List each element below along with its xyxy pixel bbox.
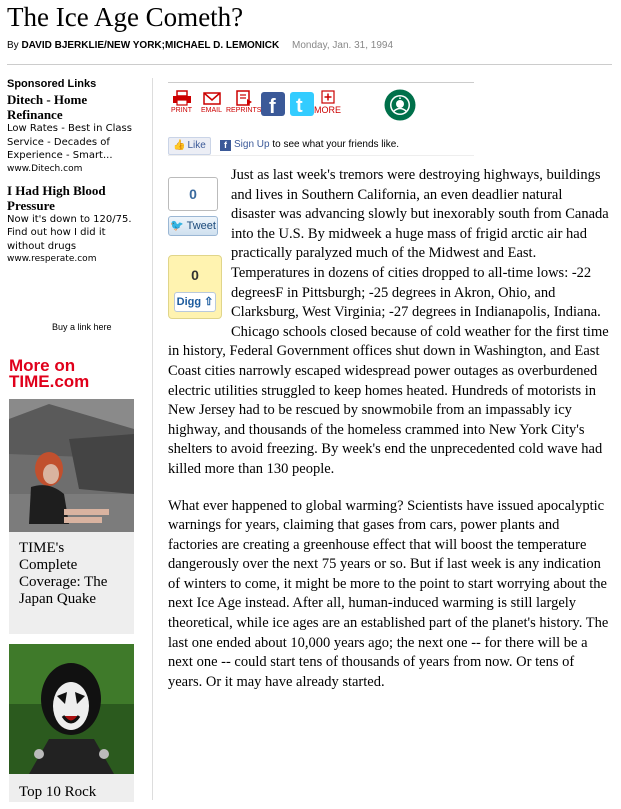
up-arrow-icon: ⇧ — [204, 296, 214, 308]
promo-photo[interactable] — [9, 399, 134, 532]
more-on-time-heading — [9, 358, 89, 390]
facebook-signup — [220, 139, 399, 151]
tweet-label: Tweet — [186, 220, 216, 232]
byline — [7, 40, 393, 51]
print-label: PRINT — [171, 107, 192, 114]
starbucks-logo[interactable] — [384, 89, 416, 121]
signup-link[interactable]: Sign Up — [234, 139, 270, 150]
plus-icon — [321, 90, 335, 104]
facebook-icon: f — [220, 140, 231, 151]
sponsored-ad-description: Now it's down to 120/75. Find out how I did it without drugs — [7, 213, 132, 252]
more-on-time-heading-line2: TIME.com — [9, 372, 90, 391]
byline-authors[interactable]: DAVID BJERKLIE/NEW YORK;MICHAEL D. LEMONICK — [21, 40, 280, 51]
promo-japan-quake[interactable] — [9, 399, 134, 634]
byline-prefix: By — [7, 40, 19, 51]
sponsored-ad[interactable] — [7, 92, 142, 175]
more-share-tool[interactable] — [314, 90, 341, 115]
buy-a-link[interactable]: Buy a link here — [52, 322, 112, 332]
article-body — [168, 166, 610, 709]
sponsored-links — [7, 78, 142, 273]
twitter-icon — [290, 92, 314, 116]
email-tool[interactable] — [201, 90, 222, 114]
header-divider — [7, 64, 612, 65]
sponsored-ad-title[interactable]: I Had High Blood Pressure — [7, 182, 106, 213]
reprints-tool[interactable] — [226, 90, 261, 114]
share-widget-spacer — [168, 166, 231, 332]
email-icon — [203, 90, 221, 106]
reprints-label: REPRINTS — [226, 107, 262, 114]
article-tools — [168, 82, 474, 133]
sponsored-ad-title[interactable]: Ditech - Home Refinance — [7, 92, 88, 122]
more-on-time-heading-line1: More on — [9, 356, 76, 375]
promo-caption[interactable]: Top 10 Rock — [19, 784, 97, 800]
digg-count: 0 — [191, 267, 199, 283]
sponsored-ad-url[interactable]: www.Ditech.com — [7, 163, 83, 174]
more-label: MORE — [314, 105, 341, 115]
article-paragraph: What ever happened to global warming? Scientists have issued apocalyptic warnings for years, claiming that gases from cars, power plants and factories are creating a greenhouse effect that will boost the temperature dangerously over the next 75 years or so. But if last week is any indication of winters to come, it might be more to the point to start worrying about the next Ice Age instead. After all, human-induced warming is still largely theoretical, while ice ages are an established part of the planet's history. The last one ended about 10,000 years ago; the next one -- for there will be a next one -- could start tens of thousands of years from now. Or tens of years. Or it may have already started. — [168, 497, 609, 690]
svg-text:t: t — [296, 95, 303, 116]
twitter-share-tool[interactable] — [290, 92, 314, 118]
facebook-icon — [261, 92, 285, 116]
facebook-share-tool[interactable] — [261, 92, 285, 118]
sponsored-ad-url[interactable]: www.resperate.com — [7, 254, 97, 264]
promo-photo[interactable] — [9, 644, 134, 774]
reprints-icon — [235, 90, 253, 106]
sponsored-ad[interactable] — [7, 183, 142, 266]
print-tool[interactable] — [171, 90, 192, 114]
printer-icon — [172, 90, 192, 106]
facebook-like-button[interactable] — [168, 137, 211, 155]
signup-text: to see what your friends like. — [272, 139, 400, 150]
twitter-bird-icon: 🐦 — [170, 220, 184, 232]
sidebar-divider — [152, 78, 153, 800]
sponsored-ad-description: Low Rates - Best in Class Service - Decades of Experience - Smart... — [7, 123, 132, 161]
sponsored-links-heading: Sponsored Links — [7, 78, 97, 90]
email-label: EMAIL — [201, 107, 223, 114]
tweet-count: 0 — [168, 177, 218, 211]
svg-text:f: f — [269, 96, 276, 116]
like-label: Like — [187, 140, 206, 151]
promo-caption[interactable]: TIME's Complete Coverage: The Japan Quake — [19, 540, 108, 607]
byline-date: Monday, Jan. 31, 1994 — [292, 40, 394, 51]
promo-top-10-rock[interactable] — [9, 644, 134, 802]
digg-label: Digg — [176, 296, 202, 308]
facebook-social-row — [168, 137, 474, 156]
article-headline: The Ice Age Cometh? — [7, 2, 244, 32]
thumbs-up-icon: 👍 — [173, 140, 186, 151]
article-paragraph: Just as last week's tremors were destroying highways, buildings and lives in Southern California, an even deadlier natural disaster was advancing slowly but inexorably south from Canada into the U.S. By midweek a huge mass of frigid arctic air had practically paralyzed much of the Midwest and East. Temperatures in dozens of cities dropped to all-time lows: -22 degreesF in Pittsburgh; -25 degrees in Akron, Ohio, and Clarksburg, West Virginia; -27 degrees in Indianapolis, Indiana. Chicago schools closed because of cold weather for the first time in history, Federal Government offices shut down in Washington, and East Coast cities narrowly escaped widespread power outages as overburdened electric utilities struggled to keep homes heated. Hundreds of motorists in New Jersey had to be rescued by snowmobile from an impassably icy highway, and thousands of the homeless crammed into New York City's shelters to avoid freezing. By week's end the unprecedented cold wave had killed more than 130 people. — [168, 167, 609, 477]
